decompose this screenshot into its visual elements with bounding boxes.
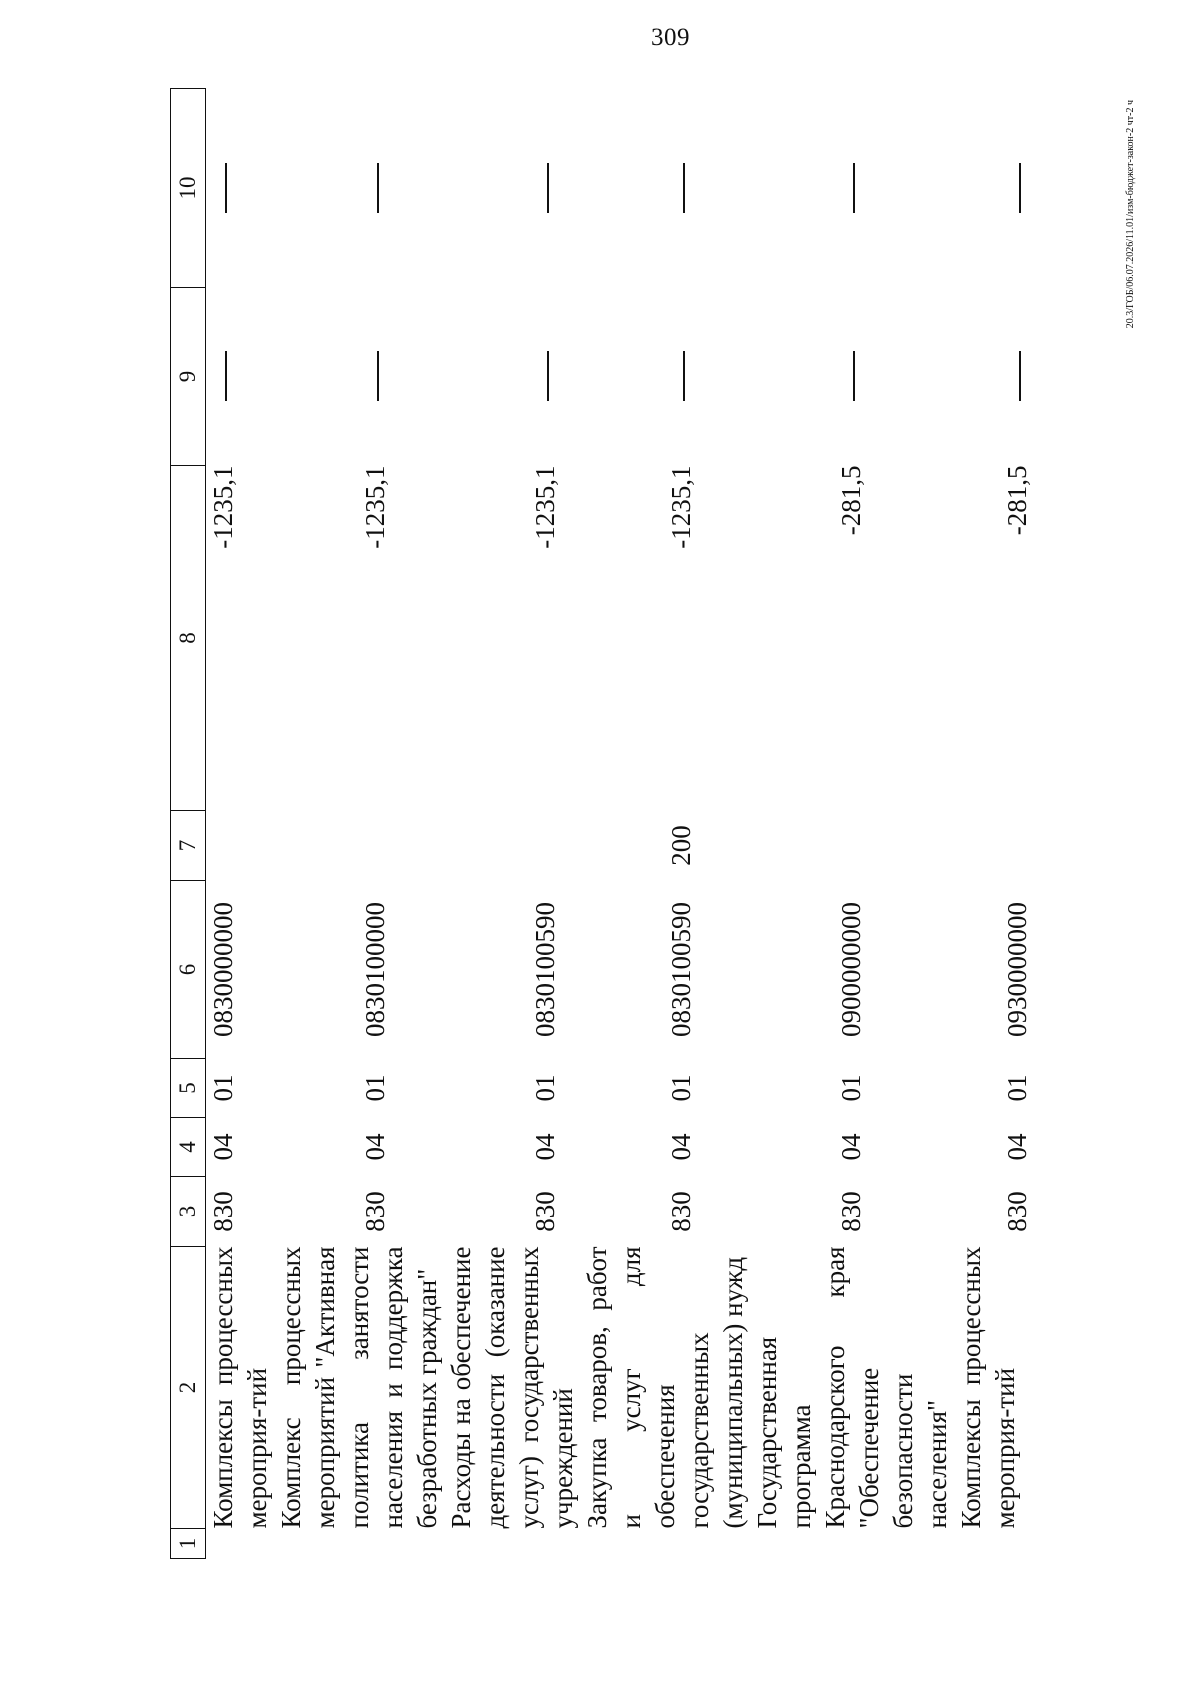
header-col-4: 4	[171, 1118, 206, 1177]
cell-col-7	[206, 811, 275, 881]
cell-col-10	[750, 89, 954, 288]
cell-col-9	[750, 288, 954, 466]
cell-col-5: 01	[836, 1074, 866, 1102]
cell-col-5: 01	[666, 1074, 696, 1102]
table-row	[750, 89, 954, 1559]
dash-mark	[547, 352, 549, 402]
cell-col-4: 04	[360, 1133, 390, 1161]
cell-col-4: 04	[1002, 1133, 1032, 1161]
cell-col-4: 04	[208, 1133, 238, 1161]
cell-col-3: 830	[360, 1191, 390, 1232]
cell-col-3: 830	[836, 1191, 866, 1232]
header-col-9: 9	[171, 288, 206, 466]
cell-col-5: 01	[530, 1074, 560, 1102]
row-name: Закупка товаров, работ и услуг для обеспечения государственных (муниципальных) нужд	[582, 1246, 748, 1529]
cell-col-6: 0830000000	[208, 902, 238, 1037]
cell-col-3: 830	[666, 1191, 696, 1232]
dash-mark	[1019, 163, 1021, 213]
dash-mark	[377, 163, 379, 213]
header-row	[171, 89, 206, 1559]
dash-mark	[853, 352, 855, 402]
dash-mark	[853, 163, 855, 213]
cell-col-10	[206, 89, 275, 288]
cell-col-8: -1235,1	[530, 465, 560, 549]
dash-mark	[1019, 352, 1021, 402]
header-col-1: 1	[171, 1529, 206, 1559]
cell-col-9	[206, 288, 275, 466]
header-col-3: 3	[171, 1177, 206, 1247]
cell-col-6: 0830100590	[666, 902, 696, 1037]
cell-col-6: 0930000000	[1002, 902, 1032, 1037]
header-col-8: 8	[171, 466, 206, 811]
dash-mark	[225, 352, 227, 402]
cell-col-9	[274, 288, 444, 466]
page-number: 309	[651, 24, 690, 51]
dash-mark	[547, 163, 549, 213]
cell-col-9	[444, 288, 580, 466]
table-row	[580, 89, 750, 1559]
cell-col-3: 830	[208, 1191, 238, 1232]
cell-col-8: -1235,1	[208, 465, 238, 549]
row-name: Расходы на обеспечение деятельности (оказание услуг) государственных учреждений	[446, 1246, 578, 1529]
header-col-10: 10	[171, 89, 206, 288]
table-row	[444, 89, 580, 1559]
cell-col-5: 01	[1002, 1074, 1032, 1102]
dash-mark	[377, 352, 379, 402]
cell-col-8: -281,5	[836, 465, 866, 536]
cell-col-3: 830	[530, 1191, 560, 1232]
document-code: 20.3/ГОБ/06.07.2026/11.01/изм-бюджет-закон-2 чт-2 ч	[1125, 100, 1136, 329]
header-col-5: 5	[171, 1059, 206, 1118]
cell-col-7	[954, 811, 1034, 881]
table-row	[954, 89, 1034, 1559]
cell-col-9	[580, 288, 750, 466]
dash-mark	[225, 163, 227, 213]
dash-mark	[683, 352, 685, 402]
dash-mark	[683, 163, 685, 213]
cell-col-5: 01	[360, 1074, 390, 1102]
cell-col-8: -1235,1	[360, 465, 390, 549]
cell-col-7: 200	[666, 825, 696, 866]
cell-col-10	[274, 89, 444, 288]
row-name: Комплекс процессных мероприятий "Активная политика занятости населения и поддержка безработных граждан"	[276, 1246, 442, 1529]
cell-col-7	[750, 811, 954, 881]
table-row	[274, 89, 444, 1559]
row-name: Комплексы процессных мероприя-тий	[208, 1246, 272, 1529]
header-col-2: 2	[171, 1247, 206, 1529]
table-row	[206, 89, 275, 1559]
cell-col-6: 0900000000	[836, 902, 866, 1037]
row-name: Государственная программа Краснодарского края "Обеспечение безопасности населения"	[752, 1246, 952, 1529]
budget-table	[170, 88, 1034, 1559]
cell-col-10	[954, 89, 1034, 288]
cell-col-8: -1235,1	[666, 465, 696, 549]
cell-col-6: 0830100000	[360, 902, 390, 1037]
cell-col-7	[444, 811, 580, 881]
cell-col-4: 04	[530, 1133, 560, 1161]
cell-col-7	[274, 811, 444, 881]
row-name: Комплексы процессных мероприя-тий	[956, 1246, 1020, 1529]
cell-col-4: 04	[836, 1133, 866, 1161]
rotated-table-wrapper	[170, 89, 1032, 1559]
cell-col-6: 0830100590	[530, 902, 560, 1037]
cell-col-9	[954, 288, 1034, 466]
cell-col-8: -281,5	[1002, 465, 1032, 536]
cell-col-10	[444, 89, 580, 288]
header-col-7: 7	[171, 811, 206, 881]
cell-col-4: 04	[666, 1133, 696, 1161]
cell-col-10	[580, 89, 750, 288]
cell-col-3: 830	[1002, 1191, 1032, 1232]
header-col-6: 6	[171, 881, 206, 1059]
cell-col-5: 01	[208, 1074, 238, 1102]
